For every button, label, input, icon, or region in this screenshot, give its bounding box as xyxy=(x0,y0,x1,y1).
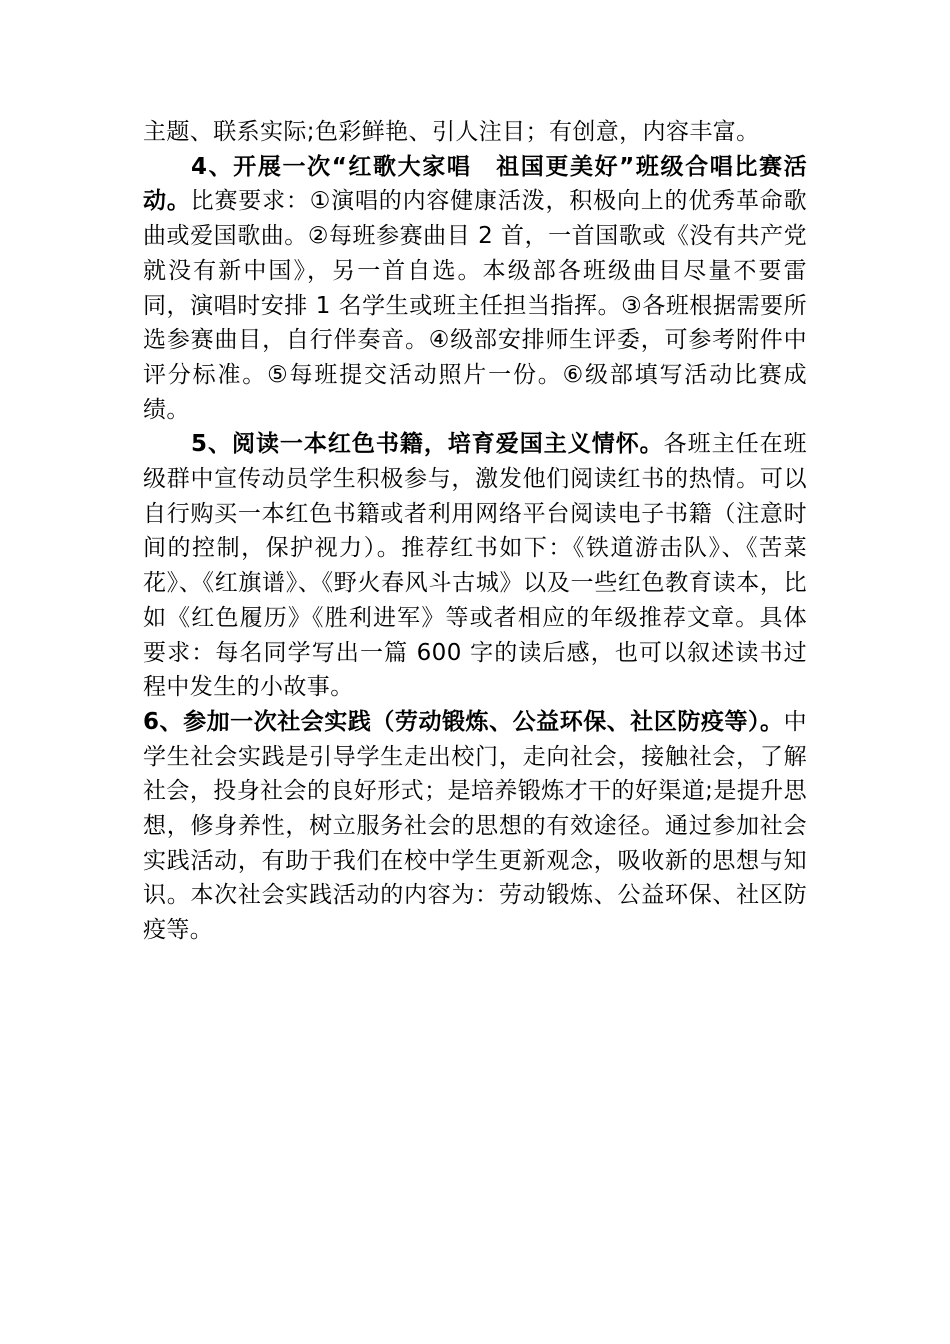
item-6-text: 中学生社会实践是引导学生走出校门，走向社会，接触社会，了解社会，投身社会的良好形式；是培养锻炼才干的好渠道;是提升思想，修身养性，树立服务社会的思想的有效途径。通过参加社会实践活动，有助于我们在校中学生更新观念，吸收新的思想与知识。本次社会实践活动的内容为：劳动锻炼、公益环保、社区防疫等。 xyxy=(143,708,807,944)
document-body xyxy=(143,115,807,948)
item-5-heading: 5、阅读一本红色书籍，培育爱国主义情怀。 xyxy=(191,431,664,458)
paragraph-continuation xyxy=(143,115,807,150)
paragraph-text: 主题、联系实际;色彩鲜艳、引人注目；有创意，内容丰富。 xyxy=(143,119,760,145)
item-4-heading: 4、开展一次“红歌大家唱 祖国更美好”班级合唱比赛活动。 xyxy=(143,153,807,215)
item-6-heading: 6、参加一次社会实践（劳动锻炼、公益环保、社区防疫等）。 xyxy=(143,708,784,735)
paragraph-item-5 xyxy=(143,427,807,705)
item-5-text: 各班主任在班级群中宣传动员学生积极参与，激发他们阅读红书的热情。可以自行购买一本红色书籍或者利用网络平台阅读电子书籍（注意时间的控制，保护视力）。推荐红书如下：《铁道游击队》、《苦菜花》、《红旗谱》、《野火春风斗古城》以及一些红色教育读本，比如《红色履历》《胜利进军》等或者相应的年级推荐文章。具体要求：每名同学写出一篇 600 字的读后感，也可以叙述读书过程中发生的小故事。 xyxy=(143,431,807,701)
paragraph-item-6 xyxy=(143,705,807,948)
item-4-text: 比赛要求：①演唱的内容健康活泼，积极向上的优秀革命歌曲或爱国歌曲。②每班参赛曲目 2 首，一首国歌或《没有共产党就没有新中国》，另一首自选。本级部各班级曲目尽量不要雷同，演唱时安排 1 名学生或班主任担当指挥。③各班根据需要所选参赛曲目，自行伴奏音。④级部安排师生评委，可参考附件中评分标准。⑤每班提交活动照片一份。⑥级部填写活动比赛成绩。 xyxy=(143,188,807,423)
paragraph-item-4 xyxy=(143,150,807,428)
